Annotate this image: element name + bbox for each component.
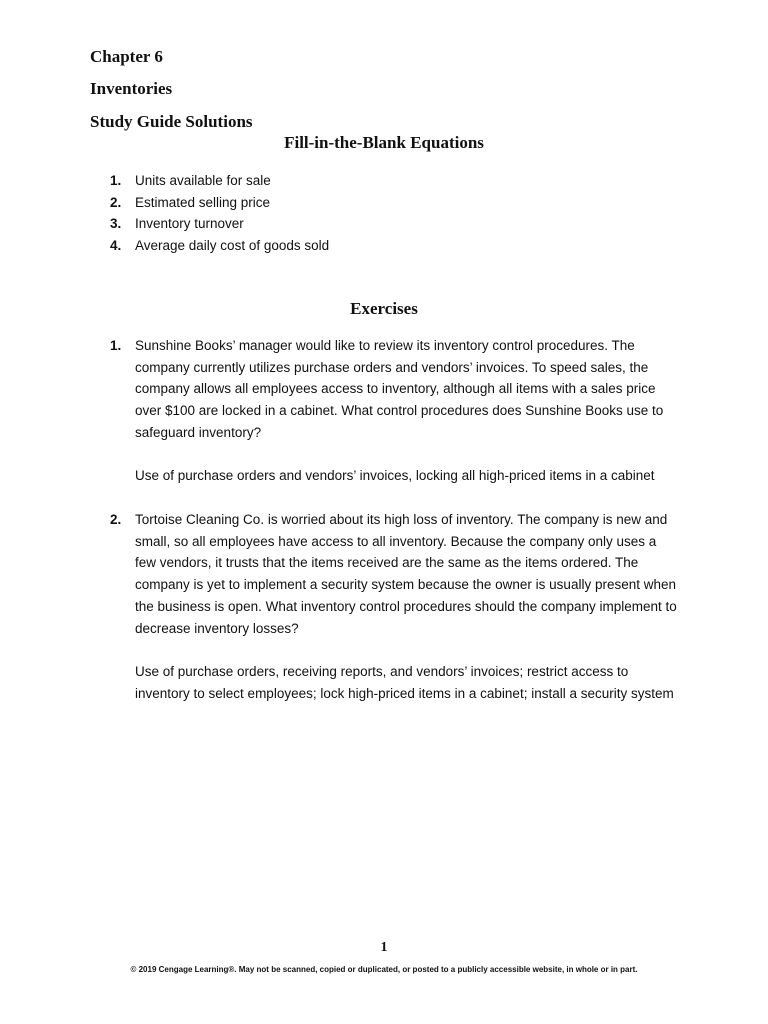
exercise-number: 2.	[110, 512, 122, 527]
list-item-number: 4.	[110, 238, 122, 254]
exercise-answer: Use of purchase orders and vendors’ invoices, locking all high-priced items in a cabinet	[135, 468, 655, 484]
list-item-number: 3.	[110, 216, 122, 232]
exercise-answer: Use of purchase orders, receiving reports, and vendors’ invoices; restrict access to inventory to select employees; lock high-priced items in a cabinet; install a security system	[135, 663, 674, 701]
list-item-text: Units available for sale	[135, 173, 271, 188]
exercise-number: 1.	[110, 338, 122, 353]
guide-heading: Study Guide Solutions	[90, 112, 253, 131]
subject-heading: Inventories	[90, 79, 173, 98]
exercise-body	[135, 335, 680, 487]
list-item-number: 1.	[110, 173, 122, 188]
page-number: 1	[380, 940, 388, 955]
list-item-text: Estimated selling price	[135, 194, 271, 210]
fill-in-blank-title: Fill-in-the-Blank Equations	[284, 133, 484, 152]
exercises-title: Exercises	[350, 299, 418, 318]
chapter-heading: Chapter 6	[90, 47, 163, 66]
list-item-text: Average daily cost of goods sold	[135, 238, 330, 254]
copyright-notice: © 2019 Cengage Learning®. May not be scanned, copied or duplicated, or posted to a publicly accessible website, in whole or in part.	[130, 965, 638, 974]
exercise-question: Sunshine Books’ manager would like to review its inventory control procedures. The company currently utilizes purchase orders and vendors’ invoices. To speed sales, the company allows all employees access to inventory, although all items with a sales price over $100 are locked in a cabinet. What control procedures does Sunshine Books use to safeguard inventory?	[135, 338, 664, 440]
exercise-question: Tortoise Cleaning Co. is worried about its high loss of inventory. The company is new and small, so all employees have access to all inventory. Because the company only uses a few vendors, it trusts that the items received are the same as the items ordered. The company is yet to implement a security system because the owner is usually present when the business is open. What inventory control procedures should the company implement to decrease inventory losses?	[135, 512, 677, 636]
list-item-number: 2.	[110, 194, 122, 210]
exercise-item	[110, 335, 680, 487]
exercise-body	[135, 509, 680, 704]
list-item-text: Inventory turnover	[135, 216, 244, 232]
exercise-item	[110, 509, 680, 704]
